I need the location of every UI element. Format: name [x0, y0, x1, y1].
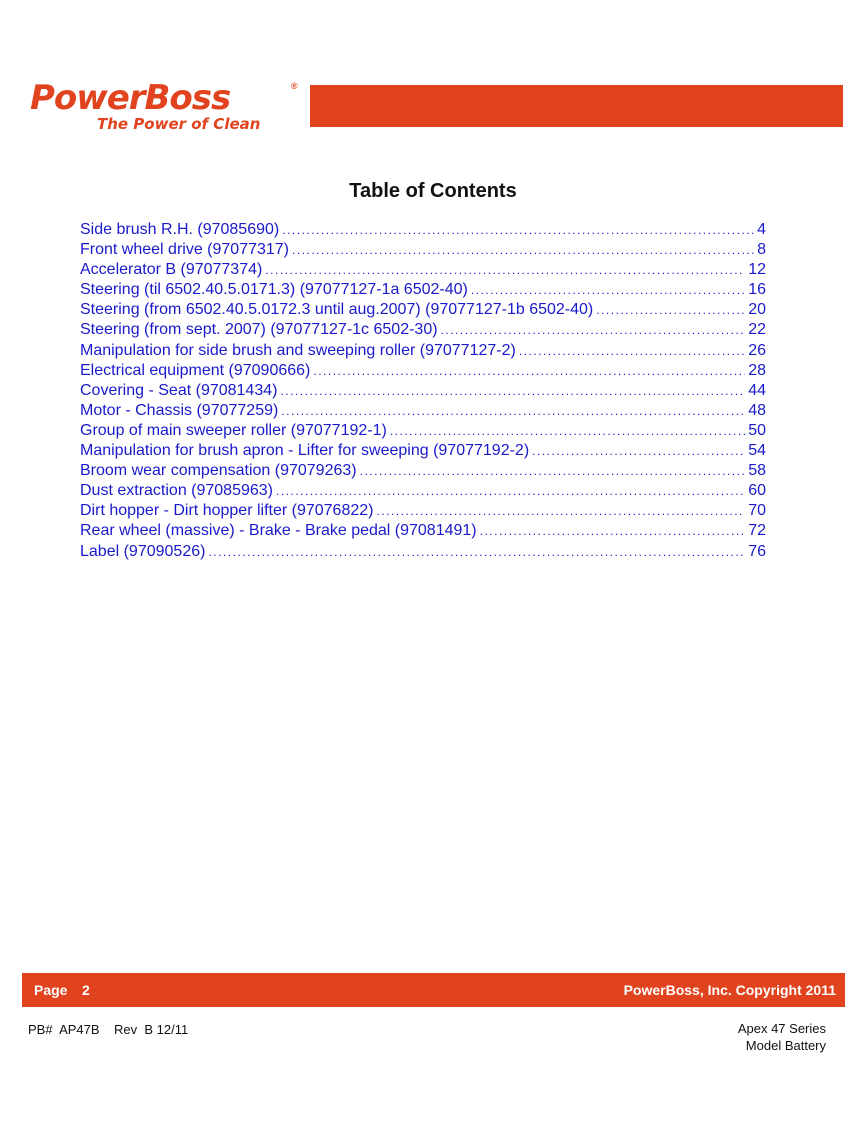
toc-entry-title: Rear wheel (massive) - Brake - Brake pedal (97081491)	[80, 522, 477, 540]
toc-entry-page: 12	[748, 261, 766, 279]
toc-entry-title: Steering (til 6502.40.5.0171.3) (97077127-1a 6502-40)	[80, 281, 468, 299]
footer-copyright: PowerBoss, Inc. Copyright 2011	[623, 982, 836, 998]
toc-dot-leader	[282, 223, 754, 237]
toc-entry-page: 8	[757, 241, 766, 259]
toc-entry-title: Motor - Chassis (97077259)	[80, 401, 279, 419]
footer-page-label: Page	[34, 982, 68, 998]
toc-entry-page: 58	[748, 462, 766, 480]
footer-page-number: 2	[82, 982, 90, 998]
toc-dot-leader	[532, 444, 745, 458]
toc-entry[interactable]	[80, 301, 766, 321]
logo-tagline: The Power of Clean	[97, 115, 261, 133]
toc-entry-page: 22	[748, 321, 766, 339]
model-series	[738, 1020, 826, 1054]
toc-dot-leader	[280, 384, 745, 398]
toc-entry-page: 44	[748, 381, 766, 399]
toc-entry[interactable]	[80, 422, 766, 442]
header-bar	[310, 85, 843, 127]
toc-entry[interactable]	[80, 462, 766, 482]
toc-entry-page: 50	[748, 421, 766, 439]
toc-entry[interactable]	[80, 402, 766, 422]
toc-entry-page: 4	[757, 221, 766, 238]
toc-entry[interactable]	[80, 522, 766, 542]
toc-entry-page: 26	[748, 341, 766, 359]
toc-entry-title: Steering (from sept. 2007) (97077127-1c 6502-30)	[80, 321, 438, 339]
toc-entry-page: 48	[748, 401, 766, 419]
toc-entry[interactable]	[80, 482, 766, 502]
toc-entry[interactable]	[80, 342, 766, 362]
toc-entry-title: Steering (from 6502.40.5.0172.3 until aug.2007) (97077127-1b 6502-40)	[80, 301, 594, 319]
toc-dot-leader	[208, 545, 745, 559]
table-of-contents	[80, 221, 766, 563]
toc-dot-leader	[471, 283, 745, 297]
toc-entry-title: Group of main sweeper roller (97077192-1)	[80, 421, 387, 439]
toc-entry-page: 16	[748, 281, 766, 299]
series-line-2: Model Battery	[745, 1038, 826, 1053]
toc-dot-leader	[292, 243, 754, 257]
toc-entry-title: Label (97090526)	[80, 542, 206, 560]
toc-dot-leader	[265, 263, 745, 277]
toc-entry[interactable]	[80, 261, 766, 281]
toc-dot-leader	[313, 364, 745, 378]
toc-dot-leader	[519, 344, 745, 358]
toc-dot-leader	[281, 404, 745, 418]
toc-entry-title: Electrical equipment (97090666)	[80, 361, 311, 379]
toc-dot-leader	[360, 464, 746, 478]
toc-entry-page: 76	[748, 542, 766, 560]
toc-entry-title: Manipulation for brush apron - Lifter for sweeping (97077192-2)	[80, 442, 530, 460]
toc-entry-title: Covering - Seat (97081434)	[80, 381, 278, 399]
toc-entry-page: 28	[748, 361, 766, 379]
series-line-1: Apex 47 Series	[737, 1021, 826, 1036]
toc-dot-leader	[596, 303, 745, 317]
document-reference: PB# AP47B Rev B 12/11	[28, 1022, 189, 1037]
toc-entry[interactable]	[80, 321, 766, 341]
toc-entry-page: 54	[748, 442, 766, 460]
toc-entry-title: Accelerator B (97077374)	[80, 261, 263, 279]
toc-entry-title: Broom wear compensation (97079263)	[80, 462, 357, 480]
toc-entry[interactable]	[80, 362, 766, 382]
toc-entry-title: Manipulation for side brush and sweeping roller (97077127-2)	[80, 341, 516, 359]
logo-registered-mark: ®	[291, 81, 298, 91]
toc-entry-page: 70	[748, 502, 766, 520]
toc-entry-page: 72	[748, 522, 766, 540]
toc-entry-page: 60	[748, 482, 766, 500]
toc-entry-page: 20	[748, 301, 766, 319]
toc-entry-title: Dust extraction (97085963)	[80, 482, 273, 500]
toc-entry-title: Side brush R.H. (97085690)	[80, 221, 280, 238]
toc-entry[interactable]	[80, 442, 766, 462]
toc-entry-title: Dirt hopper - Dirt hopper lifter (97076822)	[80, 502, 374, 520]
logo-brand: PowerBoss	[30, 78, 231, 118]
page-title: Table of Contents	[349, 180, 517, 202]
toc-dot-leader	[480, 524, 746, 538]
toc-entry[interactable]	[80, 382, 766, 402]
powerboss-logo	[30, 78, 310, 138]
toc-dot-leader	[376, 504, 745, 518]
toc-entry[interactable]	[80, 221, 766, 241]
toc-dot-leader	[390, 424, 745, 438]
toc-entry[interactable]	[80, 241, 766, 261]
footer-bar	[22, 973, 845, 1007]
toc-dot-leader	[441, 323, 746, 337]
toc-dot-leader	[276, 484, 745, 498]
toc-entry[interactable]	[80, 502, 766, 522]
toc-entry[interactable]	[80, 543, 766, 563]
toc-entry[interactable]	[80, 281, 766, 301]
toc-entry-title: Front wheel drive (97077317)	[80, 241, 290, 259]
